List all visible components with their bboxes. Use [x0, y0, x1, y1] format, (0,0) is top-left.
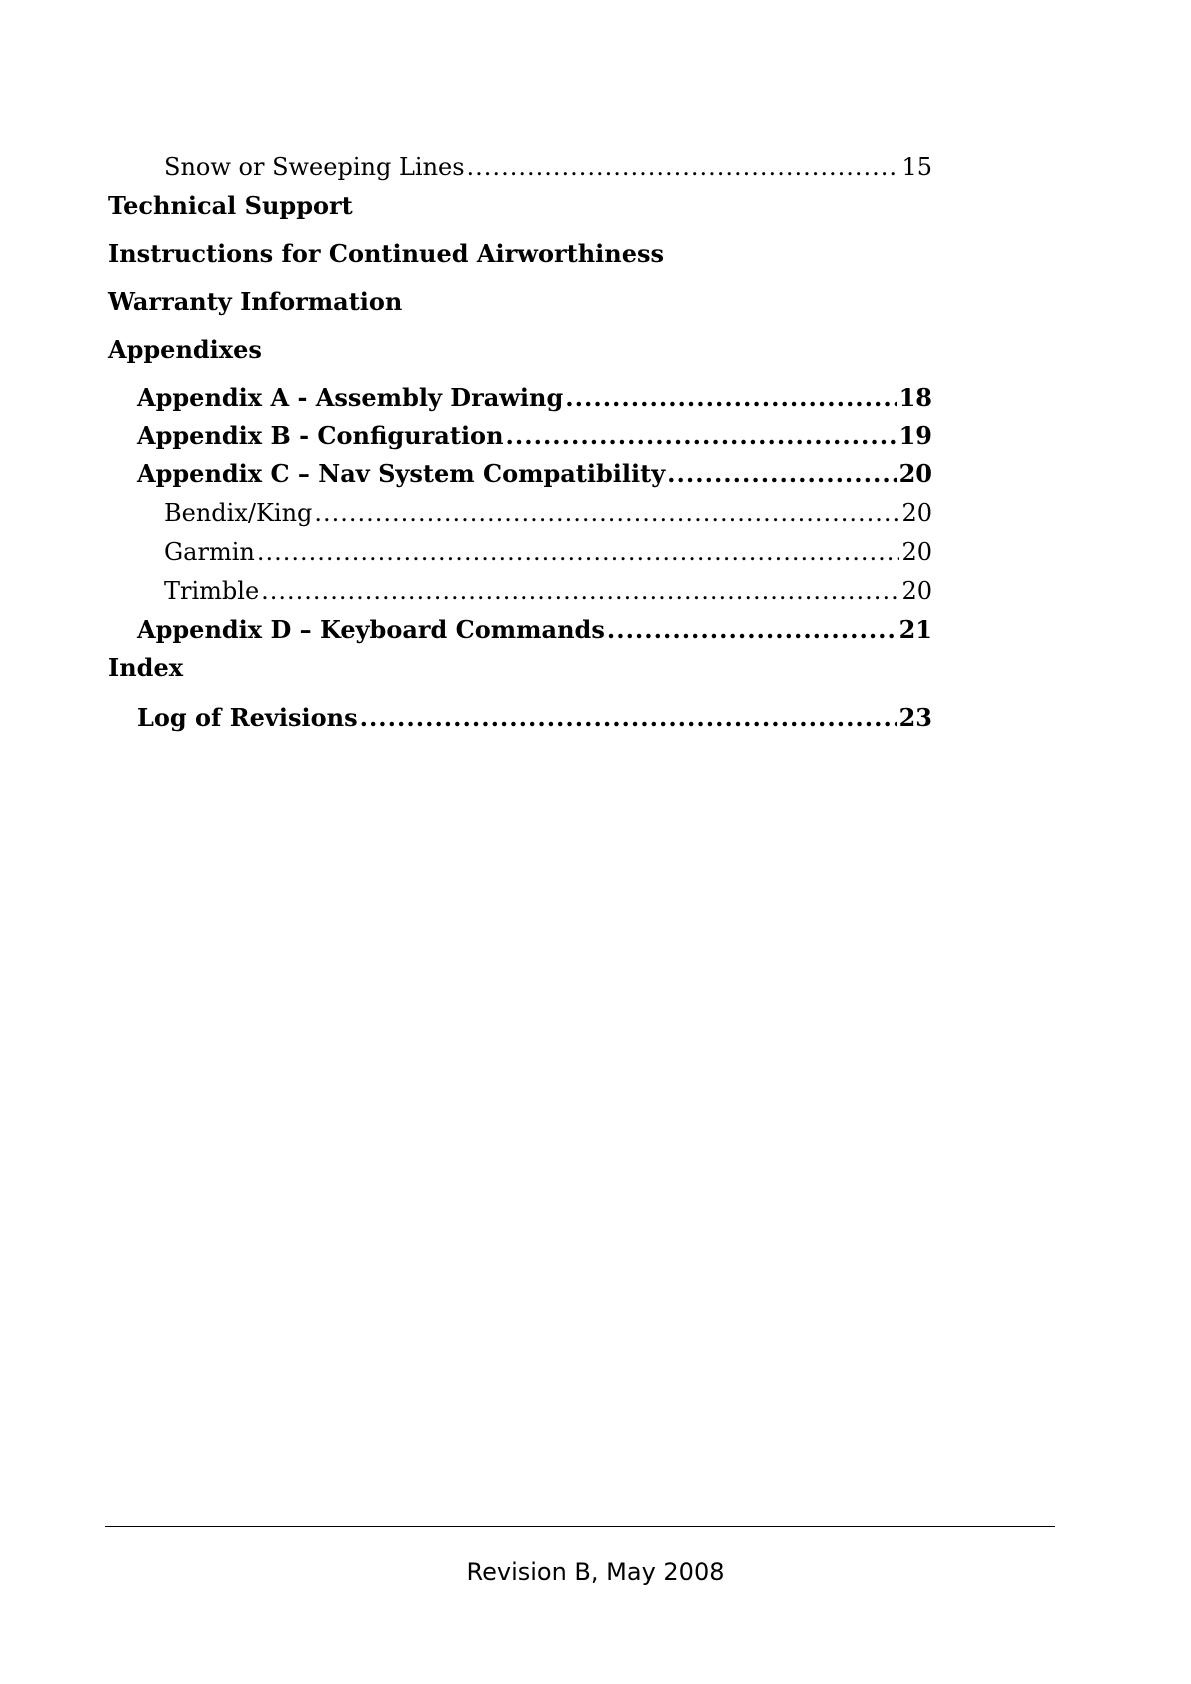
toc-heading-continued-airworthiness[interactable] [108, 239, 664, 269]
dot-leader [360, 703, 897, 733]
toc-heading-title: Warranty Information [108, 287, 403, 316]
dot-leader [607, 615, 897, 645]
toc-entry-page: 20 [898, 459, 932, 488]
toc-entry-title: Appendix D – Keyboard Commands [137, 615, 605, 644]
toc-heading-technical-support[interactable] [108, 191, 353, 221]
dot-leader [667, 459, 896, 489]
toc-entry-title: Appendix A - Assembly Drawing [137, 383, 564, 412]
toc-entry-log-of-revisions[interactable] [137, 703, 932, 733]
dot-leader [257, 537, 900, 567]
dot-leader [506, 421, 897, 451]
toc-entry-appendix-a[interactable] [137, 383, 932, 413]
toc-entry-page: 20 [901, 538, 932, 566]
toc-entry-snow-lines[interactable] [164, 152, 932, 182]
toc-entry-page: 15 [901, 153, 932, 181]
toc-heading-title: Instructions for Continued Airworthiness [108, 239, 664, 268]
toc-entry-page: 19 [898, 421, 932, 450]
toc-heading-title: Technical Support [108, 191, 353, 220]
toc-entry-title: Log of Revisions [137, 703, 358, 732]
toc-entry-title: Bendix/King [164, 499, 313, 527]
dot-leader [314, 498, 899, 528]
toc-heading-warranty[interactable] [108, 287, 402, 317]
toc-heading-appendixes[interactable] [108, 335, 262, 365]
toc-entry-page: 18 [898, 383, 932, 412]
toc-heading-title: Appendixes [108, 335, 262, 364]
toc-entry-trimble[interactable] [164, 576, 932, 606]
toc-entry-page: 20 [901, 577, 932, 605]
toc-entry-appendix-c[interactable] [137, 459, 932, 489]
toc-entry-title: Trimble [164, 577, 260, 605]
footer-revision: Revision B, May 2008 [466, 1558, 725, 1586]
toc-entry-title: Appendix B - Configuration [137, 421, 504, 450]
dot-leader [467, 152, 900, 182]
toc-entry-page: 20 [901, 499, 932, 527]
dot-leader [565, 383, 896, 413]
footer-rule [105, 1526, 1055, 1527]
toc-entry-page: 21 [898, 615, 932, 644]
toc-heading-index[interactable] [108, 653, 183, 683]
toc-entry-appendix-d[interactable] [137, 615, 932, 645]
toc-entry-title: Appendix C – Nav System Compatibility [137, 459, 666, 488]
toc-entry-appendix-b[interactable] [137, 421, 932, 451]
toc-entry-title: Garmin [164, 538, 255, 566]
dot-leader [261, 576, 899, 606]
toc-entry-page: 23 [898, 703, 932, 732]
toc-entry-title: Snow or Sweeping Lines [164, 153, 465, 181]
toc-heading-title: Index [108, 653, 184, 682]
toc-entry-bendix-king[interactable] [164, 498, 932, 528]
toc-entry-garmin[interactable] [164, 537, 932, 567]
